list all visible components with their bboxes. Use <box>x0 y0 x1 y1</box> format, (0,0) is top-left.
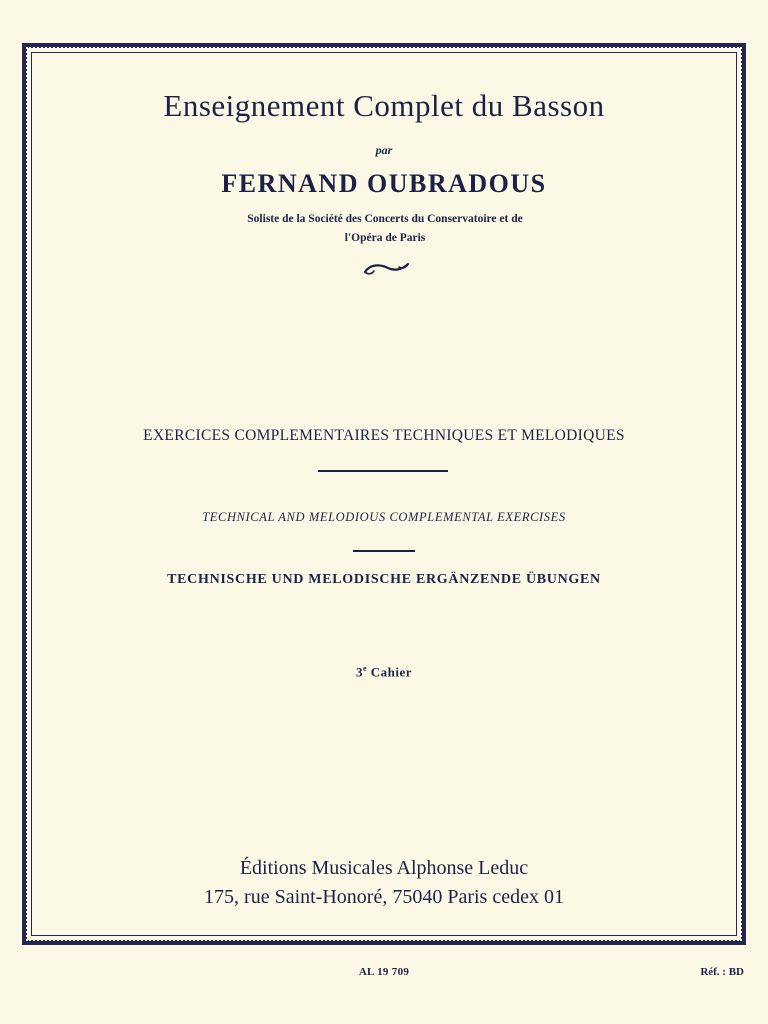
publisher-name: Éditions Musicales Alphonse Leduc <box>239 857 529 879</box>
reference-label: Réf. : BD <box>700 966 744 978</box>
heading-french: EXERCICES COMPLEMENTAIRES TECHNIQUES ET MELODIQUES <box>143 427 625 444</box>
ornamental-flourish-icon <box>362 258 412 278</box>
catalog-code: AL 19 709 <box>358 966 410 978</box>
volume-word: Cahier <box>370 664 413 680</box>
author-name: FERNAND OUBRADOUS <box>221 169 547 198</box>
author-affiliation: Soliste de la Société des Concerts du Conservatoire et de l'Opéra de Paris <box>247 213 523 244</box>
heading-english: TECHNICAL AND MELODIOUS COMPLEMENTAL EXERCISES <box>202 510 566 524</box>
heading-german: TECHNISCHE UND MELODISCHE ERGÄNZENDE ÜBUNGEN <box>167 572 601 587</box>
cover-title: Enseignement Complet du Basson <box>163 88 605 123</box>
separator-rule <box>318 470 448 472</box>
volume-number: 3 <box>355 664 363 680</box>
volume-ordinal: e <box>362 664 368 673</box>
volume-label <box>0 664 768 680</box>
par-label: par <box>375 143 393 157</box>
separator-rule <box>353 550 415 552</box>
publisher-address: 175, rue Saint-Honoré, 75040 Paris cedex 01 <box>204 886 564 908</box>
